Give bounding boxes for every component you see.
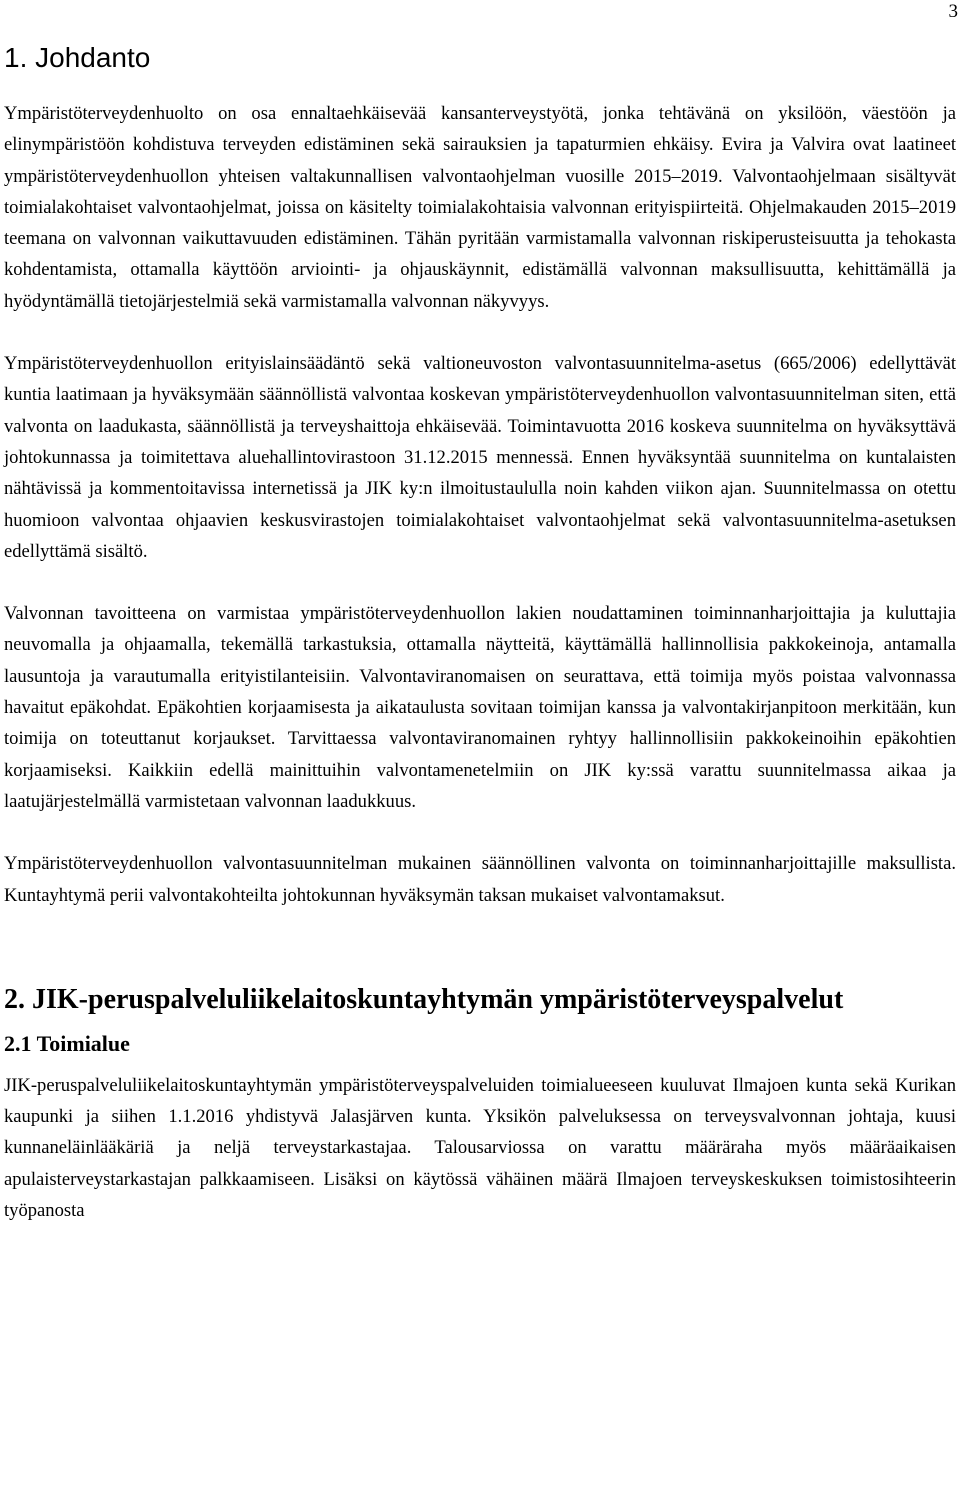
section-2-1-heading: 2.1 Toimialue <box>4 1030 130 1056</box>
paragraph-intro-4: Ympäristöterveydenhuollon valvontasuunnitelman mukainen säännöllinen valvonta on toiminnanharjoittajille maksullista. Kuntayhtymä perii valvontakohteilta johtokunnan hyväksymän taksan mukaiset valvontamaksut. <box>4 853 956 906</box>
paragraph-intro-1: Ympäristöterveydenhuolto on osa ennaltaehkäisevää kansanterveystyötä, jonka tehtävänä on yksilöön, väestöön ja elinympäristöön kohdistuva terveyden edistäminen sekä sairauksien ja tapaturmien ehkäisy. Evira ja Valvira ovat laatineet ympäristöterveydenhuollon yhteisen valtakunnallisen valvontaohjelman vuosille 2015–2019. Valvontaohjelmaan sisältyvät toimialakohtaiset valvontaohjelmat, joissa on käsitelty toimialakohtaisia valvonnan erityispiirteitä. Ohjelmakauden 2015–2019 teemana on valvonnan vaikuttavuuden edistäminen. Tähän pyritään varmistamalla valvonnan riskiperusteisuutta ja tehokasta kohdentamista, ottamalla käyttöön arviointi- ja ohjauskäynnit, edistämällä valvonnan maksullisuutta, kehittämällä ja hyödyntämällä tietojärjestelmiä sekä varmistamalla valvonnan näkyvyys. <box>4 103 956 312</box>
page-number: 3 <box>948 1 958 22</box>
section-1-heading: 1. Johdanto <box>4 42 151 73</box>
document-body <box>4 38 956 1226</box>
paragraph-intro-3: Valvonnan tavoitteena on varmistaa ympäristöterveydenhuollon lakien noudattaminen toiminnanharjoittajia ja kuluttajia neuvomalla ja ohjaamalla, tekemällä tarkastuksia, ottamalla näytteitä, käyttämällä hallinnollisia pakkokeinoja, antamalla lausuntoja ja varautumalla erityistilanteisiin. Valvontaviranomaisen on seurattava, että toimija myös poistaa valvonnassa havaitut epäkohdat. Epäkohtien korjaamisesta ja aikataulusta sovitaan toimijan kanssa ja valvontakirjanpitoon merkitään, kun toimija on toteuttanut korjaukset. Tarvittaessa valvontaviranomainen ryhtyy hallinnollisiin pakkokeinoihin epäkohtien korjaamiseksi. Kaikkiin edellä mainittuihin valvontamenetelmiin on JIK ky:ssä varattu suunnitelmassa aikaa ja laatujärjestelmällä varmistetaan valvonnan laadukkuus. <box>4 603 956 812</box>
paragraph-toimialue: JIK-peruspalveluliikelaitoskuntayhtymän ympäristöterveyspalveluiden toimialueeseen kuuluvat Ilmajoen kunta sekä Kurikan kaupunki ja siihen 1.1.2016 yhdistyvä Jalasjärven kunta. Yksikön palveluksessa on terveysvalvonnan johtaja, kuusi kunnaneläinlääkäriä ja neljä terveystarkastajaa. Talousarviossa on varattu määräraha myös määräaikaisen apulaisterveystarkastajan palkkaamiseen. Lisäksi on käytössä vähäinen määrä Ilmajoen terveyskeskuksen toimistosihteerin työpanosta <box>4 1074 956 1222</box>
section-2-heading: 2. JIK-peruspalveluliikelaitoskuntayhtymän ympäristöterveyspalvelut <box>4 983 844 1015</box>
paragraph-intro-2: Ympäristöterveydenhuollon erityislainsäädäntö sekä valtioneuvoston valvontasuunnitelma-asetus (665/2006) edellyttävät kuntia laatimaan ja hyväksymään säännöllistä valvontaa koskevan ympäristöterveydenhuollon valvontasuunnitelman siten, että valvonta on laadukasta, säännöllistä ja terveyshaittoja ehkäisevää. Toimintavuotta 2016 koskeva suunnitelma on hyväksyttävä johtokunnassa ja toimitettava aluehallintovirastoon 31.12.2015 mennessä. Ennen hyväksyntää suunnitelma on kuntalaisten nähtävissä ja kommentoitavissa internetissä ja JIK ky:n ilmoitustaululla noin kahden viikon ajan. Suunnitelmassa on otettu huomioon valvontaa ohjaavien keskusvirastojen toimialakohtaiset valvontaohjelmat sekä valvontasuunnitelma-asetuksen edellyttämä sisältö. <box>4 353 956 562</box>
